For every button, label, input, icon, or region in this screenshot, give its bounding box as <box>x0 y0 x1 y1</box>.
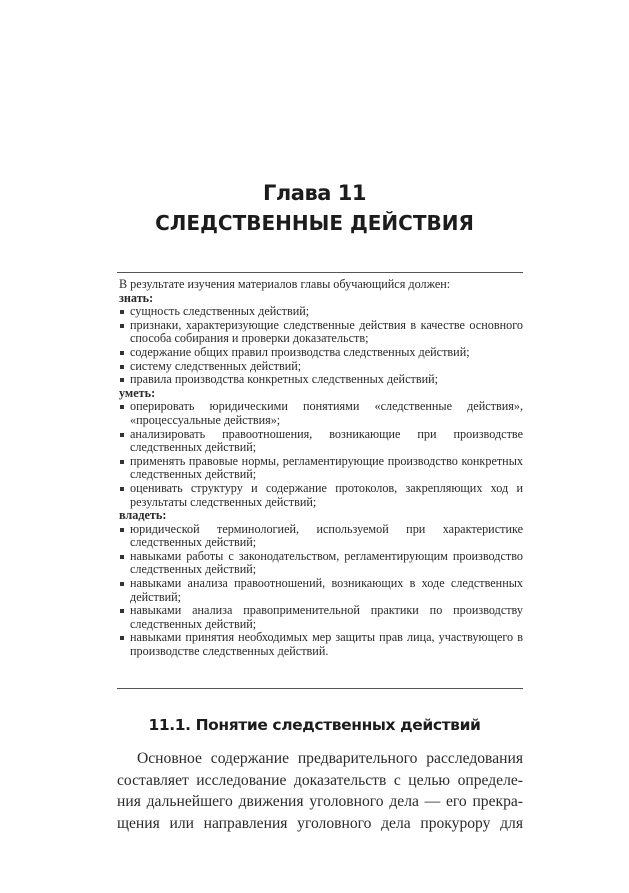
bullet-marker-icon <box>120 365 124 369</box>
objective-item: правила производства конкретных следственных действий; <box>117 373 523 387</box>
objectives-group-heading-master: владеть: <box>119 508 167 523</box>
bullet-marker-icon <box>120 528 124 532</box>
objective-item: навыками работы с законодательством, регламентирующим производство следственных действий; <box>117 550 523 577</box>
learning-objectives <box>117 278 523 659</box>
objective-item: признаки, характеризующие следственные действия в качестве основного способа собирания и проверки доказательств; <box>117 319 523 346</box>
objective-item: юридической терминологией, используемой при характеристике следственных действий; <box>117 523 523 550</box>
objectives-group-heading-can: уметь: <box>119 385 156 400</box>
section-heading: 11.1. Понятие следственных действий <box>148 716 481 734</box>
bullet-marker-icon <box>120 324 124 328</box>
chapter-title: СЛЕДСТВЕННЫЕ ДЕЙСТВИЯ <box>155 211 474 235</box>
bullet-marker-icon <box>120 636 124 640</box>
objective-item: сущность следственных действий; <box>117 305 523 319</box>
objectives-bottom-rule <box>117 688 523 689</box>
bullet-marker-icon <box>120 351 124 355</box>
objective-item: анализировать правоотношения, возникающие при производстве следственных действий; <box>117 428 523 455</box>
bullet-marker-icon <box>120 609 124 613</box>
bullet-marker-icon <box>120 433 124 437</box>
objectives-group-heading-know: знать: <box>119 290 154 305</box>
objective-item: навыками принятия необходимых мер защиты прав лица, участвующего в производстве следственных действий. <box>117 631 523 658</box>
bullet-marker-icon <box>120 405 124 409</box>
body-line: составляет исследование доказательств с целью определе- <box>117 771 523 789</box>
bullet-marker-icon <box>120 310 124 314</box>
body-line: Основное содержание предварительного расследования <box>137 750 523 767</box>
objective-item: навыками анализа правоприменительной практики по производству следственных действий; <box>117 604 523 631</box>
objectives-intro: В результате изучения материалов главы обучающийся должен: <box>119 277 451 291</box>
objectives-top-rule <box>117 272 523 273</box>
objective-item: оценивать структуру и содержание протоколов, закрепляющих ход и результаты следственных действий; <box>117 482 523 509</box>
chapter-number: Глава 11 <box>263 181 366 205</box>
bullet-marker-icon <box>120 460 124 464</box>
objective-item: систему следственных действий; <box>117 360 523 374</box>
objective-item: содержание общих правил производства следственных действий; <box>117 346 523 360</box>
bullet-marker-icon <box>120 487 124 491</box>
body-line: щения или направления уголовного дела прокурору для <box>117 814 523 832</box>
objective-item: применять правовые нормы, регламентирующие производство конкретных следственных действий; <box>117 455 523 482</box>
body-line: ния дальнейшего движения уголовного дела — его прекра- <box>117 793 523 810</box>
body-paragraph <box>117 748 523 834</box>
bullet-marker-icon <box>120 582 124 586</box>
objective-item: оперировать юридическими понятиями «следственные действия», «процессуальные действия»; <box>117 400 523 427</box>
bullet-marker-icon <box>120 555 124 559</box>
objective-item: навыками анализа правоотношений, возникающих в ходе следственных действий; <box>117 577 523 604</box>
bullet-marker-icon <box>120 378 124 382</box>
